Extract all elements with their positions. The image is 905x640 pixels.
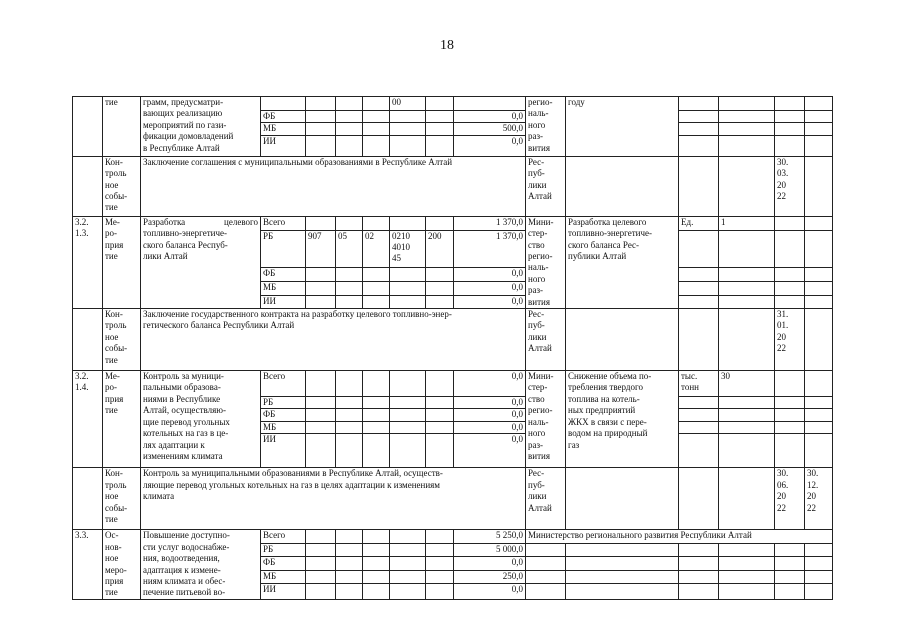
control-event-text: Заключение государственного контракта на разработку целевого топливно-энер- гетического баланса Республики Алтай [141, 309, 526, 371]
date-cell: 31. 01. 20 22 [775, 309, 805, 371]
amount: 500,0 [454, 123, 526, 135]
section-code: 05 [336, 230, 363, 268]
amount: 0,0 [454, 409, 526, 421]
control-event-text: Заключение соглашения с муниципальными образованиями в Республике Алтай [141, 156, 526, 216]
amount: 0,0 [454, 135, 526, 156]
executor-cell: Мини- стер- ство регио- наль- ного раз- вития [526, 371, 566, 468]
funding-source: РБ [261, 397, 306, 409]
indicator-cell: Снижение объема по- требления твердого топлива на котель- ных предприятий ЖКХ в связи с пере- водом на природный газ [566, 371, 679, 468]
unit-cell: Ед. [679, 216, 719, 230]
funding-source: ИИ [261, 583, 306, 599]
activity-name: грамм, предусматри- вающих реализацию мероприятий по гази- фикации домовладений в Республике Алтай [141, 97, 261, 157]
row-number-cell [73, 97, 103, 157]
amount: 0,0 [454, 282, 526, 296]
funding-source: ФБ [261, 111, 306, 123]
indicator-cell: Разработка целевого топливно-энергетиче- ского баланса Рес- публики Алтай [566, 216, 679, 308]
amount: 0,0 [454, 371, 526, 397]
target-article-code: 0210 4010 45 [390, 230, 426, 268]
amount: 0,0 [454, 434, 526, 468]
funding-source: ИИ [261, 434, 306, 468]
executor-cell: регио- наль- ного раз- вития [526, 97, 566, 157]
funding-source: МБ [261, 123, 306, 135]
amount: 0,0 [454, 557, 526, 571]
amount: 0,0 [454, 583, 526, 599]
funding-source: МБ [261, 571, 306, 584]
budget-code: 00 [390, 97, 426, 111]
funding-source: ФБ [261, 409, 306, 421]
expense-type-code: 200 [426, 230, 454, 268]
row-number-cell: 3.2. 1.3. [73, 216, 103, 308]
executor-cell: Министерство регионального развития Республики Алтай [526, 530, 833, 544]
executor-cell: Рес- пуб- лики Алтай [526, 156, 566, 216]
row-type-cell: Ме- ро- прия тие [103, 371, 141, 468]
executor-cell: Мини- стер- ство регио- наль- ного раз- вития [526, 216, 566, 308]
page-number: 18 [440, 38, 454, 53]
activity-name: Контроль за муници- пальными образова- ниями в Республике Алтай, осуществляю- щие перевод угольных котельных на газ в це- лях адаптации к изменениям климата [141, 371, 261, 468]
funding-source: Всего [261, 371, 306, 397]
funding-source: МБ [261, 421, 306, 433]
row-type-cell: Кон- троль ное собы- тие [103, 156, 141, 216]
funding-source: ИИ [261, 295, 306, 308]
row-type-cell: Ос- нов- ное меро- прия тие [103, 530, 141, 599]
value-cell: 30 [719, 371, 775, 397]
amount: 0,0 [454, 268, 526, 282]
row-type-cell: Кон- троль ное собы- тие [103, 468, 141, 530]
grbs-code: 907 [306, 230, 336, 268]
subsection-code: 02 [363, 230, 390, 268]
program-table [72, 96, 833, 600]
executor-cell: Рес- пуб- лики Алтай [526, 309, 566, 371]
amount: 250,0 [454, 571, 526, 584]
funding-source: ИИ [261, 135, 306, 156]
amount: 0,0 [454, 295, 526, 308]
activity-name: Разработка целевого топливно-энергетиче- ского баланса Респуб- лики Алтай [141, 216, 261, 308]
funding-source: ФБ [261, 557, 306, 571]
control-event-text: Контроль за муниципальными образованиями в Республике Алтай, осуществ- ляющие перевод угольных котельных на газ в целях адаптации к изменениям климата [141, 468, 526, 530]
row-type-cell: Ме- ро- прия тие [103, 216, 141, 308]
executor-cell: Рес- пуб- лики Алтай [526, 468, 566, 530]
row-type-cell: тие [103, 97, 141, 157]
indicator-cell: году [566, 97, 679, 157]
row-number-cell: 3.2. 1.4. [73, 371, 103, 468]
amount: 1 370,0 [454, 216, 526, 230]
row-number-cell: 3.3. [73, 530, 103, 599]
unit-cell: тыс. тонн [679, 371, 719, 397]
funding-source: Всего [261, 216, 306, 230]
amount: 5 000,0 [454, 543, 526, 557]
date-cell: 30. 06. 20 22 [775, 468, 805, 530]
amount: 0,0 [454, 111, 526, 123]
date-cell: 30. 03. 20 22 [775, 156, 805, 216]
funding-source: МБ [261, 282, 306, 296]
date-cell: 30. 12. 20 22 [805, 468, 833, 530]
amount: 0,0 [454, 421, 526, 433]
funding-source: РБ [261, 543, 306, 557]
value-cell: 1 [719, 216, 775, 230]
amount: 1 370,0 [454, 230, 526, 268]
amount: 5 250,0 [454, 530, 526, 544]
funding-source [261, 97, 306, 111]
amount: 0,0 [454, 397, 526, 409]
funding-source: Всего [261, 530, 306, 544]
funding-source: РБ [261, 230, 306, 268]
row-type-cell: Кон- троль ное собы- тие [103, 309, 141, 371]
activity-name: Повышение доступно- сти услуг водоснабже- ния, водоотведения, адаптация к измене- ниям климата и обес- печение питьевой во- [141, 530, 261, 599]
amount [454, 97, 526, 111]
funding-source: ФБ [261, 268, 306, 282]
